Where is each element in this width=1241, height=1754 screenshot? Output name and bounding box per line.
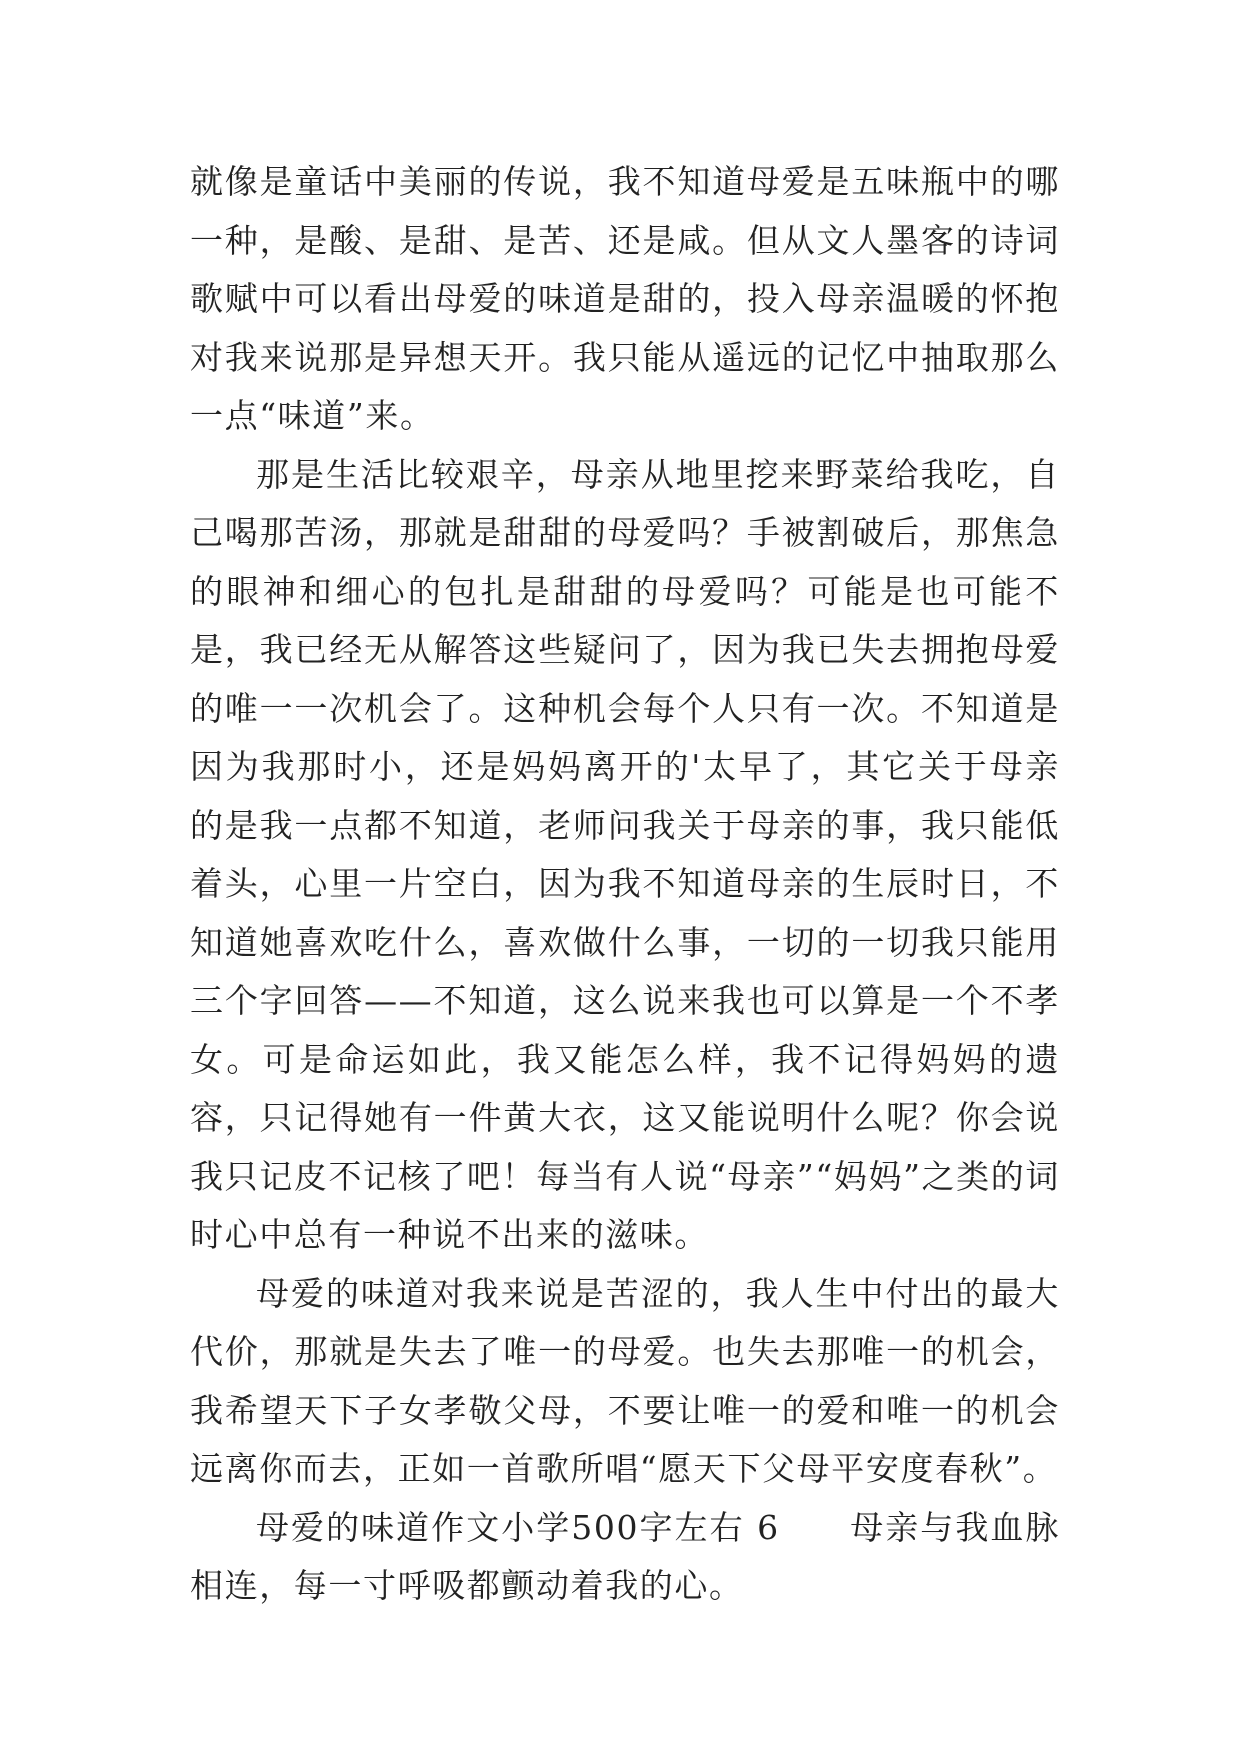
paragraph-4: 母爱的味道作文小学500字左右 6 母亲与我血脉相连，每一寸呼吸都颤动着我的心。	[190, 1507, 1060, 1605]
paragraph-3: 母爱的味道对我来说是苦涩的，我人生中付出的最大代价，那就是失去了唯一的母爱。也失去那唯一的机会，我希望天下子女孝敬父母，不要让唯一的爱和唯一的机会远离你而去，正如一首歌所唱“愿天下父母平安度春秋”。	[190, 1273, 1060, 1488]
paragraph-2: 那是生活比较艰辛，母亲从地里挖来野菜给我吃，自己喝那苦汤，那就是甜甜的母爱吗？手被割破后，那焦急的眼神和细心的包扎是甜甜的母爱吗？可能是也可能不是，我已经无从解答这些疑问了，因为我已失去拥抱母爱的唯一一次机会了。这种机会每个人只有一次。不知道是因为我那时小，还是妈妈离开的'太早了，其它关于母亲的是我一点都不知道，老师问我关于母亲的事，我只能低着头，心里一片空白，因为我不知道母亲的生辰时日，不知道她喜欢吃什么，喜欢做什么事，一切的一切我只能用三个字回答——不知道，这么说来我也可以算是一个不孝女。可是命运如此，我又能怎么样，我不记得妈妈的遗容，只记得她有一件黄大衣，这又能说明什么呢？你会说我只记皮不记核了吧！每当有人说“母亲”“妈妈”之类的词时心中总有一种说不出来的滋味。	[190, 454, 1060, 1254]
paragraph-1: 就像是童话中美丽的传说，我不知道母爱是五味瓶中的哪一种，是酸、是甜、是苦、还是咸。但从文人墨客的诗词歌赋中可以看出母爱的味道是甜的，投入母亲温暖的怀抱对我来说那是异想天开。我只能从遥远的记忆中抽取那么一点“味道”来。	[190, 162, 1060, 435]
essay-body	[190, 153, 1060, 1616]
